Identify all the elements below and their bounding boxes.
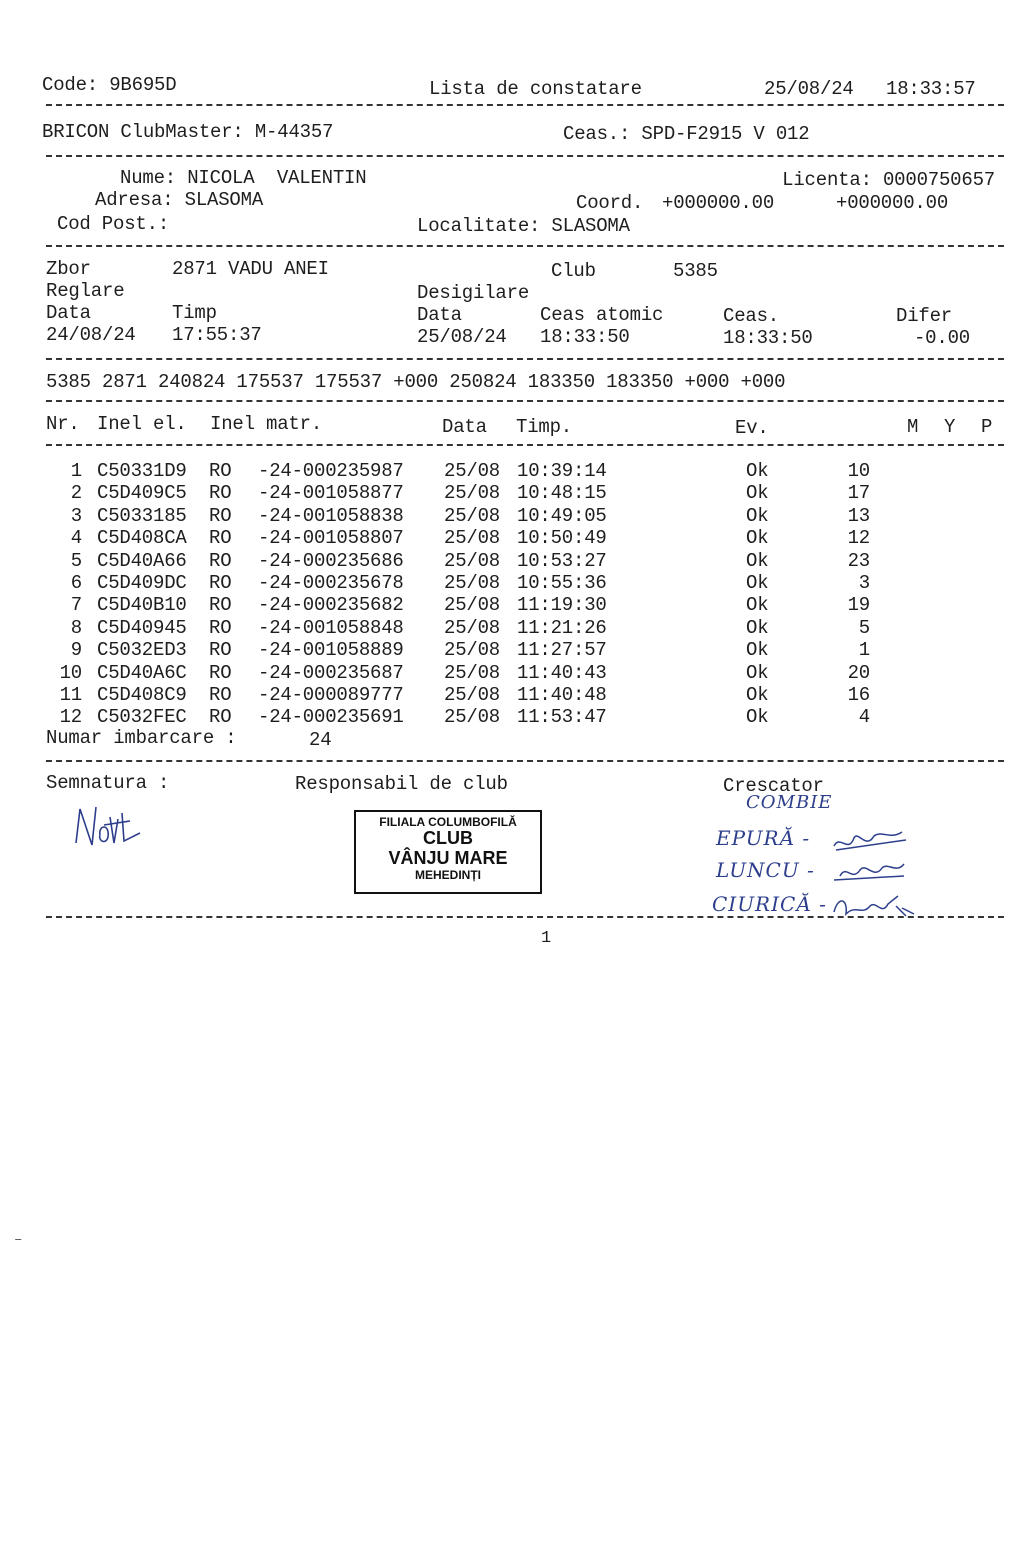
row-event: Ok <box>746 504 769 527</box>
row-position: 1 <box>858 639 870 662</box>
table-row <box>0 706 1024 728</box>
reglare-label: Reglare <box>46 280 125 302</box>
row-inel-el: C5033185 <box>97 504 187 527</box>
edge-mark: – <box>14 1232 23 1248</box>
row-position: 13 <box>847 504 870 527</box>
table-row <box>0 594 1024 616</box>
row-inel-el: C5D408C9 <box>97 684 187 706</box>
separator <box>46 358 1004 360</box>
desigilare-date: 25/08/24 <box>417 326 507 348</box>
separator <box>46 444 1004 446</box>
row-position: 17 <box>847 482 870 505</box>
row-inel-matr: -24-000235682 <box>258 594 404 617</box>
table-row <box>0 482 1024 504</box>
col-header-inel-el: Inel el. <box>97 413 187 435</box>
signature-scribble <box>70 795 150 855</box>
col-header-timp: Timp. <box>516 416 573 438</box>
row-inel-el: C5D40945 <box>97 616 187 639</box>
print-date: 25/08/24 <box>764 78 854 100</box>
row-nr: 8 <box>70 616 82 639</box>
row-country: RO <box>209 527 232 550</box>
row-nr: 9 <box>70 639 82 662</box>
row-inel-el: C5D40A66 <box>97 549 187 572</box>
row-inel-el: C5D40B10 <box>97 594 187 617</box>
document-title: Lista de constatare <box>429 78 642 100</box>
row-nr: 6 <box>70 572 82 594</box>
reglare-time-header: Timp <box>172 302 217 324</box>
club-responsible-label: Responsabil de club <box>295 773 508 795</box>
club-master-id: BRICON ClubMaster: M-44357 <box>42 121 334 143</box>
desigilare-date-header: Data <box>417 304 462 326</box>
separator <box>46 245 1004 247</box>
row-position: 23 <box>847 549 870 572</box>
row-inel-matr: -24-000235686 <box>258 549 404 572</box>
difference-header: Difer <box>896 305 953 327</box>
row-time: 11:21:26 <box>517 616 607 639</box>
row-time: 11:27:57 <box>517 639 607 662</box>
col-header-nr: Nr. <box>46 413 80 435</box>
coord-y: +000000.00 <box>836 192 949 214</box>
document-code: Code: 9B695D <box>42 74 177 96</box>
row-time: 11:53:47 <box>517 706 607 729</box>
row-inel-el: C50331D9 <box>97 460 187 482</box>
table-row <box>0 460 1024 482</box>
row-date: 25/08 <box>444 639 501 662</box>
row-country: RO <box>209 460 232 482</box>
separator <box>46 400 1004 402</box>
clock-header: Ceas. <box>723 305 780 327</box>
stamp-line-4: MEHEDINȚI <box>415 867 481 882</box>
stamp-line-1: FILIALA COLUMBOFILĂ <box>379 815 517 829</box>
row-nr: 10 <box>59 661 82 684</box>
row-inel-matr: -24-001058838 <box>258 504 404 527</box>
row-inel-el: C5D409C5 <box>97 482 187 505</box>
row-nr: 7 <box>70 594 82 617</box>
club-value: 5385 <box>673 260 718 282</box>
row-inel-matr: -24-001058877 <box>258 482 404 505</box>
row-event: Ok <box>746 684 769 706</box>
row-event: Ok <box>746 594 769 617</box>
row-inel-el: C5D408CA <box>97 527 187 550</box>
row-country: RO <box>209 684 232 706</box>
row-nr: 11 <box>59 684 82 706</box>
row-event: Ok <box>746 639 769 662</box>
row-date: 25/08 <box>444 549 501 572</box>
signature-label: Semnatura : <box>46 772 170 794</box>
handwritten-name-3: CIURICĂ - <box>712 892 827 916</box>
table-row <box>0 505 1024 527</box>
row-position: 16 <box>847 684 870 706</box>
row-date: 25/08 <box>444 706 501 729</box>
separator <box>46 760 1004 762</box>
print-time: 18:33:57 <box>886 78 976 100</box>
row-nr: 4 <box>70 527 82 550</box>
boarding-count-value: 24 <box>309 729 332 751</box>
table-row <box>0 639 1024 661</box>
row-date: 25/08 <box>444 527 501 550</box>
table-row <box>0 684 1024 706</box>
row-time: 10:53:27 <box>517 549 607 572</box>
row-date: 25/08 <box>444 684 501 706</box>
row-date: 25/08 <box>444 460 501 482</box>
col-header-p: P <box>981 416 993 438</box>
atomic-clock-time: 18:33:50 <box>540 326 630 348</box>
stamp-line-2: CLUB <box>423 828 473 849</box>
row-position: 3 <box>858 572 870 594</box>
row-event: Ok <box>746 572 769 594</box>
owner-name: Nume: NICOLA VALENTIN <box>120 167 367 189</box>
row-date: 25/08 <box>444 572 501 594</box>
row-date: 25/08 <box>444 504 501 527</box>
row-inel-matr: -24-001058807 <box>258 527 404 550</box>
col-header-ev: Ev. <box>735 417 769 439</box>
row-country: RO <box>209 661 232 684</box>
coord-label: Coord. <box>576 192 644 214</box>
table-row <box>0 572 1024 594</box>
table-row <box>0 662 1024 684</box>
row-inel-el: C5D409DC <box>97 572 187 594</box>
row-time: 11:19:30 <box>517 594 607 617</box>
row-event: Ok <box>746 460 769 482</box>
row-event: Ok <box>746 549 769 572</box>
coord-x: +000000.00 <box>662 192 775 214</box>
stamp-line-3: VÂNJU MARE <box>388 847 508 868</box>
page-number: 1 <box>541 929 552 948</box>
row-inel-el: C5032ED3 <box>97 639 187 662</box>
clock-time: 18:33:50 <box>723 327 813 349</box>
row-position: 4 <box>858 706 870 729</box>
col-header-y: Y <box>944 416 956 438</box>
row-date: 25/08 <box>444 661 501 684</box>
table-row <box>0 527 1024 549</box>
boarding-count-label: Numar imbarcare : <box>46 727 237 749</box>
handwritten-combine: COMBIE <box>746 792 833 813</box>
row-position: 12 <box>847 527 870 550</box>
row-country: RO <box>209 639 232 662</box>
row-inel-el: C5032FEC <box>97 706 187 729</box>
separator <box>46 916 1004 918</box>
table-row <box>0 550 1024 572</box>
clock-id: Ceas.: SPD-F2915 V 012 <box>563 123 810 145</box>
row-event: Ok <box>746 482 769 505</box>
club-label: Club <box>551 260 596 282</box>
postal-code: Cod Post.: <box>57 213 170 235</box>
atomic-clock-header: Ceas atomic <box>540 304 664 326</box>
row-nr: 5 <box>70 549 82 572</box>
row-inel-matr: -24-000235678 <box>258 572 404 594</box>
flight-value: 2871 VADU ANEI <box>172 258 329 280</box>
breeder-signatures <box>826 824 926 930</box>
row-time: 11:40:48 <box>517 684 607 706</box>
row-inel-matr: -24-001058848 <box>258 616 404 639</box>
row-position: 10 <box>847 460 870 482</box>
row-position: 19 <box>847 594 870 617</box>
row-country: RO <box>209 482 232 505</box>
col-header-inel-matr: Inel matr. <box>210 413 323 435</box>
row-time: 11:40:43 <box>517 661 607 684</box>
table-row <box>0 617 1024 639</box>
row-nr: 1 <box>70 460 82 482</box>
handwritten-name-1: EPURĂ - <box>716 826 811 850</box>
row-inel-matr: -24-000089777 <box>258 684 404 706</box>
row-nr: 12 <box>59 706 82 729</box>
row-nr: 2 <box>70 482 82 505</box>
owner-address: Adresa: SLASOMA <box>95 189 264 211</box>
row-event: Ok <box>746 527 769 550</box>
row-date: 25/08 <box>444 616 501 639</box>
row-time: 10:48:15 <box>517 482 607 505</box>
row-country: RO <box>209 616 232 639</box>
row-inel-matr: -24-001058889 <box>258 639 404 662</box>
reglare-date: 24/08/24 <box>46 324 136 346</box>
row-inel-matr: -24-000235691 <box>258 706 404 729</box>
row-time: 10:55:36 <box>517 572 607 594</box>
row-country: RO <box>209 549 232 572</box>
row-country: RO <box>209 572 232 594</box>
row-inel-matr: -24-000235987 <box>258 460 404 482</box>
row-date: 25/08 <box>444 482 501 505</box>
club-stamp <box>354 810 542 894</box>
locality: Localitate: SLASOMA <box>417 215 630 237</box>
row-event: Ok <box>746 706 769 729</box>
desigilare-label: Desigilare <box>417 282 530 304</box>
row-time: 10:50:49 <box>517 527 607 550</box>
row-country: RO <box>209 706 232 729</box>
row-event: Ok <box>746 616 769 639</box>
row-inel-el: C5D40A6C <box>97 661 187 684</box>
reglare-time: 17:55:37 <box>172 324 262 346</box>
row-event: Ok <box>746 661 769 684</box>
breeder-label: Crescator <box>723 775 824 797</box>
flight-label: Zbor <box>46 258 91 280</box>
col-header-data: Data <box>442 416 487 438</box>
row-date: 25/08 <box>444 594 501 617</box>
difference-value: -0.00 <box>913 327 970 349</box>
row-inel-matr: -24-000235687 <box>258 661 404 684</box>
row-position: 20 <box>847 661 870 684</box>
row-country: RO <box>209 594 232 617</box>
row-time: 10:39:14 <box>517 460 607 482</box>
encoded-flight-line: 5385 2871 240824 175537 175537 +000 250824 183350 183350 +000 +000 <box>46 371 786 393</box>
license-number: Licenta: 0000750657 <box>782 169 995 191</box>
separator <box>46 155 1004 157</box>
separator <box>46 104 1004 106</box>
col-header-m: M <box>907 416 919 438</box>
row-country: RO <box>209 504 232 527</box>
handwritten-name-2: LUNCU - <box>716 858 815 882</box>
row-position: 5 <box>858 616 870 639</box>
row-time: 10:49:05 <box>517 504 607 527</box>
reglare-date-header: Data <box>46 302 91 324</box>
row-nr: 3 <box>70 504 82 527</box>
